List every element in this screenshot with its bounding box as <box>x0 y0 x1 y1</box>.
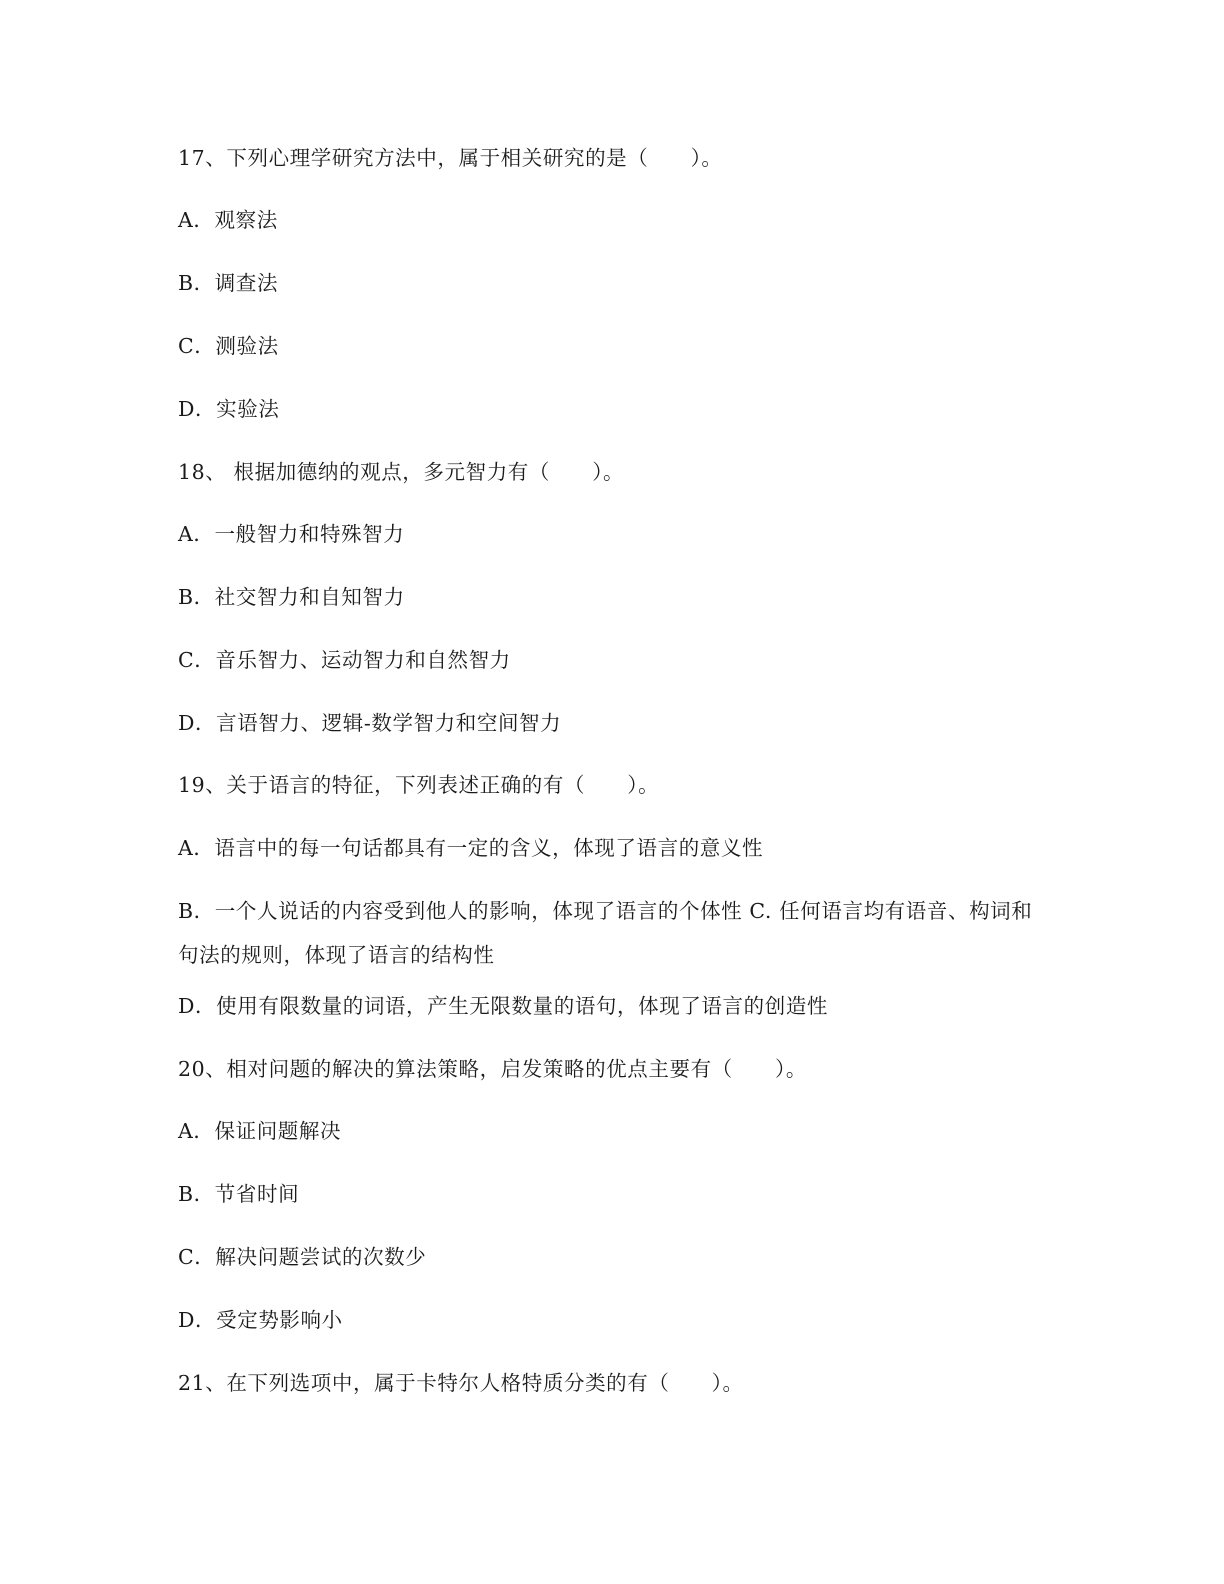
question-18-stem: 18、 根据加德纳的观点，多元智力有（ ）。 <box>178 460 625 484</box>
question-20-option-d: D．受定势影响小 <box>178 1308 343 1332</box>
question-19-option-b-c: B．一个人说话的内容受到他人的影响，体现了语言的个体性 C. 任何语言均有语音、构词和句法的规则，体现了语言的结构性 <box>178 899 1033 967</box>
question-17-option-a: A．观察法 <box>178 208 278 232</box>
question-17-stem: 17、下列心理学研究方法中，属于相关研究的是（ ）。 <box>178 146 723 170</box>
question-19-stem: 19、关于语言的特征，下列表述正确的有（ ）。 <box>178 773 660 797</box>
question-20-option-c: C．解决问题尝试的次数少 <box>178 1245 427 1269</box>
question-20-stem: 20、相对问题的解决的算法策略，启发策略的优点主要有（ ）。 <box>178 1057 807 1081</box>
question-17-option-c: C．测验法 <box>178 334 279 358</box>
question-19-option-d: D．使用有限数量的词语，产生无限数量的语句，体现了语言的创造性 <box>178 994 829 1018</box>
question-17-option-d: D．实验法 <box>178 397 280 421</box>
question-21-stem: 21、在下列选项中，属于卡特尔人格特质分类的有（ ）。 <box>178 1371 744 1395</box>
question-18-option-b: B．社交智力和自知智力 <box>178 585 405 609</box>
question-19-option-a: A．语言中的每一句话都具有一定的含义，体现了语言的意义性 <box>178 836 764 860</box>
document-page <box>178 0 1058 1584</box>
question-18-option-a: A．一般智力和特殊智力 <box>178 522 405 546</box>
question-20-option-b: B．节省时间 <box>178 1182 300 1206</box>
question-18-option-d: D．言语智力、逻辑-数学智力和空间智力 <box>178 711 562 735</box>
question-17-option-b: B．调查法 <box>178 271 279 295</box>
question-18-option-c: C．音乐智力、运动智力和自然智力 <box>178 648 511 672</box>
question-20-option-a: A．保证问题解决 <box>178 1119 342 1143</box>
